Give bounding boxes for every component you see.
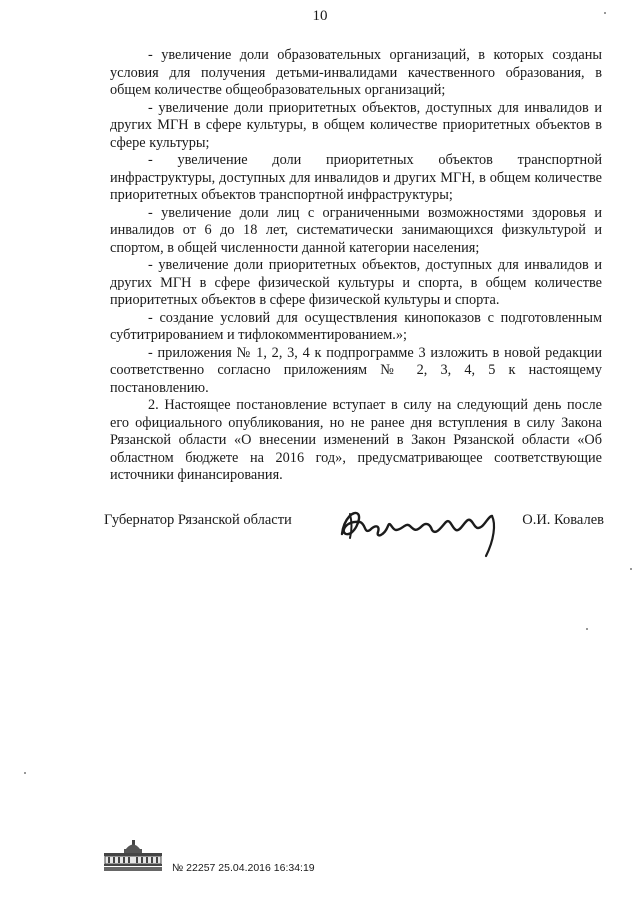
building-seal-icon [102, 836, 164, 874]
paragraph-entry-into-force: 2. Настоящее постановление вступает в силу на следующий день после его официального опубликования, но не ранее дня вступления в силу Закона Рязанской области «О внесении изменений в Закон Рязанской области «Об областном бюджете на 2016 год», предусматривающее соответствующие источники финансирования. [110, 397, 602, 483]
signatory-name: О.И. Ковалев [522, 512, 604, 528]
footer [102, 836, 422, 886]
registration-stamp: № 22257 25.04.2016 16:34:19 [172, 862, 315, 874]
paragraph-transport: - увеличение доли приоритетных объектов транспортной инфраструктуры, доступных для инвалидов и других МГН, в общем количестве приоритетных объектов транспортной инфраструктуры; [110, 152, 602, 203]
paragraph-sport-facilities: - увеличение доли приоритетных объектов, доступных для инвалидов и других МГН в сфере физической культуры и спорта, в общем количестве приоритетных объектов в сфере физической культуры и спорта. [110, 257, 602, 308]
signature-block [104, 500, 604, 570]
paragraph-culture: - увеличение доли приоритетных объектов, доступных для инвалидов и других МГН в сфере культуры, в общем количестве приоритетных объектов в сфере культуры; [110, 99, 602, 151]
document-body [110, 47, 602, 485]
signatory-title: Губернатор Рязанской области [104, 512, 292, 528]
page-number: 10 [312, 8, 328, 24]
paragraph-sport-participation: - увеличение доли лиц с ограниченными возможностями здоровья и инвалидов от 6 до 18 лет, систематически занимающихся физкультурой и спортом, в общей численности данной категории населения; [110, 204, 602, 256]
scan-speck [630, 568, 632, 570]
paragraph-education: - увеличение доли образовательных организаций, в которых созданы условия для получения детьми-инвалидами качественного образования, в общем количестве общеобразовательных организаций; [110, 47, 602, 98]
scan-speck [604, 12, 606, 14]
handwritten-signature [336, 500, 516, 566]
scan-speck [24, 772, 26, 774]
paragraph-appendices: - приложения № 1, 2, 3, 4 к подпрограмме 3 изложить в новой редакции соответственно согласно приложениям № 2, 3, 4, 5 к настоящему постановлению. [110, 344, 602, 396]
paragraph-film-screenings: - создание условий для осуществления кинопоказов с подготовленным субтитрированием и тифлокомментированием.»; [110, 309, 602, 343]
scan-speck [586, 628, 588, 630]
